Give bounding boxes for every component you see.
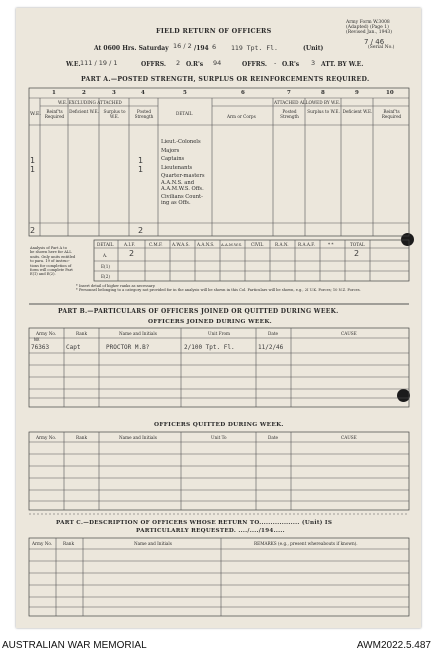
year-label: /194 bbox=[194, 45, 209, 52]
form-id-line2: (Adapted) (Page 1) bbox=[346, 25, 389, 31]
posted-total: 2 bbox=[138, 226, 144, 235]
ors2-value: 3 bbox=[311, 59, 316, 67]
analysis-hdr-civil: CIVIL bbox=[251, 242, 264, 247]
quitted-hdr-army-no: Army No. bbox=[36, 435, 57, 440]
analysis-row-a: A. bbox=[103, 253, 108, 258]
rank-aans: A.A.N.S. and bbox=[161, 179, 195, 186]
part-c-hdr-name: Name and Initials bbox=[134, 541, 172, 546]
analysis-note-line: tions for completion of bbox=[30, 263, 72, 268]
part-a-title: PART A.—POSTED STRENGTH, SURPLUS OR REINFORCEMENTS REQUIRED. bbox=[81, 76, 370, 83]
col-num-1: 1 bbox=[52, 90, 56, 96]
analysis-hdr-aamws: A.A.M.W.S. bbox=[221, 242, 243, 247]
rank-aamws: A.A.M.W.S. Offs. bbox=[161, 186, 204, 193]
analysis-row-e2: E(2) bbox=[101, 274, 110, 279]
rank-civ2: ing as Offs. bbox=[161, 200, 191, 207]
col-num-10: 10 bbox=[386, 90, 394, 96]
return-date: 16 / 2 bbox=[173, 42, 192, 50]
analysis-row-e1: E(1) bbox=[101, 264, 110, 269]
hdr-c10: Reinf'ts Required bbox=[381, 109, 402, 119]
form-sheet bbox=[16, 8, 421, 628]
part-c-hdr-remarks: REMARKS (e.g., present whereabouts if known). bbox=[254, 541, 358, 546]
analysis-hdr-detail: DETAIL bbox=[97, 242, 114, 247]
joined-unit-from: 2/100 Tpt. Fl. bbox=[184, 344, 235, 351]
rank-captain: Captains bbox=[161, 156, 185, 163]
analysis-aif-value: 2 bbox=[129, 249, 135, 258]
ors2-label: O.R's bbox=[282, 61, 300, 68]
posted-lieutenants: 1 bbox=[138, 165, 144, 174]
side-we-label: W.E. bbox=[30, 111, 42, 117]
part-b-title: PART B.—PARTICULARS OF OFFICERS JOINED OR QUITTED DURING WEEK. bbox=[58, 308, 339, 315]
posted-captains: 1 bbox=[138, 156, 144, 165]
joined-hdr-name: Name and Initials bbox=[119, 331, 157, 336]
quitted-hdr-date: Date bbox=[268, 435, 279, 440]
rank-qm: Quarter-masters bbox=[161, 173, 205, 180]
col-num-3: 3 bbox=[112, 90, 116, 96]
offrs2-label: OFFRS. bbox=[242, 61, 267, 68]
we-captains: 1 bbox=[30, 156, 36, 165]
att-label: ATT. BY W.E. bbox=[321, 61, 364, 68]
analysis-note-line: Analysis of Part A to bbox=[30, 246, 67, 250]
ors-value: 94 bbox=[213, 59, 222, 67]
return-time-label: At 0600 Hrs. Saturday bbox=[94, 45, 169, 52]
rank-list bbox=[161, 138, 205, 206]
hdr-c2: Deficient W.E. bbox=[69, 109, 99, 114]
analysis-note-line: units. Only units entitled bbox=[30, 254, 76, 259]
joined-hdr-rank: Rank bbox=[76, 331, 87, 336]
joined-title: OFFICERS JOINED DURING WEEK. bbox=[148, 319, 272, 325]
analysis-note bbox=[30, 246, 75, 277]
form-id-line3: (Revised Jan., 1943) bbox=[346, 30, 392, 36]
joined-name: PROCTOR M.B? bbox=[106, 344, 150, 351]
part-c-title-2: PARTICULARLY REQUESTED. ..../..../194..... bbox=[136, 528, 285, 534]
col-num-6: 6 bbox=[241, 90, 245, 96]
hdr-c3: Surplus to W.E. bbox=[103, 109, 126, 119]
offrs-label: OFFRS. bbox=[141, 61, 166, 68]
rank-civ1: Civilians Count- bbox=[161, 194, 203, 201]
hdr-c9: Deficient W.E. bbox=[342, 109, 373, 114]
rank-lt-col: Lieut.-Colonels bbox=[161, 139, 201, 145]
joined-hdr-army-no: Army No. bbox=[36, 331, 57, 336]
col-num-7: 7 bbox=[287, 90, 291, 96]
analysis-note-line: E(1) and E(2). bbox=[30, 272, 56, 277]
unit-value: 119 Tpt. Fl. bbox=[231, 44, 278, 52]
joined-army-no: 76363 bbox=[31, 344, 50, 351]
part-c-hdr-rank: Rank bbox=[63, 541, 74, 546]
analysis-hdr-raaf: R.A.A.F. bbox=[298, 242, 315, 247]
col-num-2: 2 bbox=[82, 90, 86, 96]
joined-hdr-cause: CAUSE bbox=[341, 331, 357, 336]
footnote-1: * Insert detail of higher ranks as necessary. bbox=[76, 284, 156, 288]
archive-footer bbox=[0, 636, 435, 653]
footer-accession: AWM2022.5.487 bbox=[356, 640, 431, 651]
quitted-hdr-rank: Rank bbox=[76, 435, 87, 440]
we-label: W.E. bbox=[66, 61, 81, 68]
analysis-hdr-aans: A.A.N.S. bbox=[197, 242, 215, 247]
offrs2-value: - bbox=[274, 59, 277, 67]
footer-source: AUSTRALIAN WAR MEMORIAL bbox=[2, 640, 147, 651]
hdr-c8: Surplus to W.E. bbox=[307, 109, 340, 114]
hdr-c4: Posted Strength bbox=[134, 109, 154, 119]
analysis-hdr-aif: A.I.F. bbox=[124, 242, 135, 247]
hdr-c6: Arm or Corps bbox=[227, 114, 256, 119]
rank-lieutenant: Lieutenants bbox=[161, 164, 193, 171]
analysis-hdr-awas: A.W.A.S. bbox=[172, 242, 190, 247]
we-lieutenants: 1 bbox=[30, 165, 36, 174]
serial-label: (Serial No.) bbox=[368, 45, 395, 50]
analysis-hdr-ran: R.A.N. bbox=[275, 242, 289, 247]
joined-rank: Capt bbox=[66, 344, 81, 351]
analysis-total-value: 2 bbox=[354, 249, 360, 258]
hdr-c7: Posted Strength bbox=[280, 109, 299, 119]
offrs-value: 2 bbox=[176, 59, 181, 67]
analysis-note-line: be shown here for ALL bbox=[30, 250, 72, 255]
we-total: 2 bbox=[30, 226, 36, 235]
serial-value: 7 / 46 bbox=[364, 38, 385, 46]
part-c-title-1: PART C.—DESCRIPTION OF OFFICERS WHOSE RETURN TO.................. (Unit) IS bbox=[56, 520, 333, 526]
part-c-hdr-army-no: Army No. bbox=[32, 541, 53, 546]
col-num-5: 5 bbox=[183, 90, 187, 96]
ors-label: O.R's bbox=[186, 61, 204, 68]
form-title: FIELD RETURN OF OFFICERS bbox=[156, 27, 272, 35]
col-num-8: 8 bbox=[321, 90, 325, 96]
analysis-hdr-cmf: C.M.F. bbox=[149, 242, 163, 247]
joined-army-prefix: NX bbox=[34, 338, 40, 343]
footnotes bbox=[76, 284, 406, 293]
unit-label: (Unit) bbox=[303, 45, 324, 52]
hdr-c5: DETAIL bbox=[176, 111, 193, 116]
footnote-2: * Personnel belonging to a category not provided for in the analysis will be shown in this Col. Particulars will be shown, e.g., 2I U.K. Forces; 10 N.Z. Forces. bbox=[76, 288, 361, 293]
col-num-4: 4 bbox=[141, 90, 145, 96]
rank-major: Majors bbox=[161, 147, 180, 154]
we-excluding-header: W.E. EXCLUDING ATTACHED bbox=[58, 100, 122, 105]
joined-date: 11/2/46 bbox=[258, 344, 284, 351]
attached-allowed-header: ATTACHED ALLOWED BY W.E. bbox=[274, 100, 341, 105]
joined-hdr-unit: Unit From bbox=[208, 331, 230, 336]
col-num-9: 9 bbox=[355, 90, 359, 96]
joined-hdr-date: Date bbox=[268, 331, 279, 336]
analysis-note-line: to para. 19 of instruc- bbox=[30, 259, 70, 264]
form-id-line1: Army Form W.3008 bbox=[346, 20, 390, 25]
quitted-hdr-unit: Unit To bbox=[211, 435, 227, 440]
hdr-c1: Reinf'ts Required bbox=[44, 109, 65, 119]
quitted-hdr-cause: CAUSE bbox=[341, 435, 357, 440]
year-value: 6 bbox=[212, 43, 217, 51]
quitted-title: OFFICERS QUITTED DURING WEEK. bbox=[154, 422, 284, 428]
analysis-note-line: form will complete Part bbox=[30, 268, 73, 273]
we-value: 111 / 19 / 1 bbox=[80, 59, 118, 67]
analysis-hdr-total: TOTAL bbox=[350, 242, 365, 247]
analysis-hdr-other: * * bbox=[328, 242, 334, 247]
quitted-hdr-name: Name and Initials bbox=[119, 435, 157, 440]
